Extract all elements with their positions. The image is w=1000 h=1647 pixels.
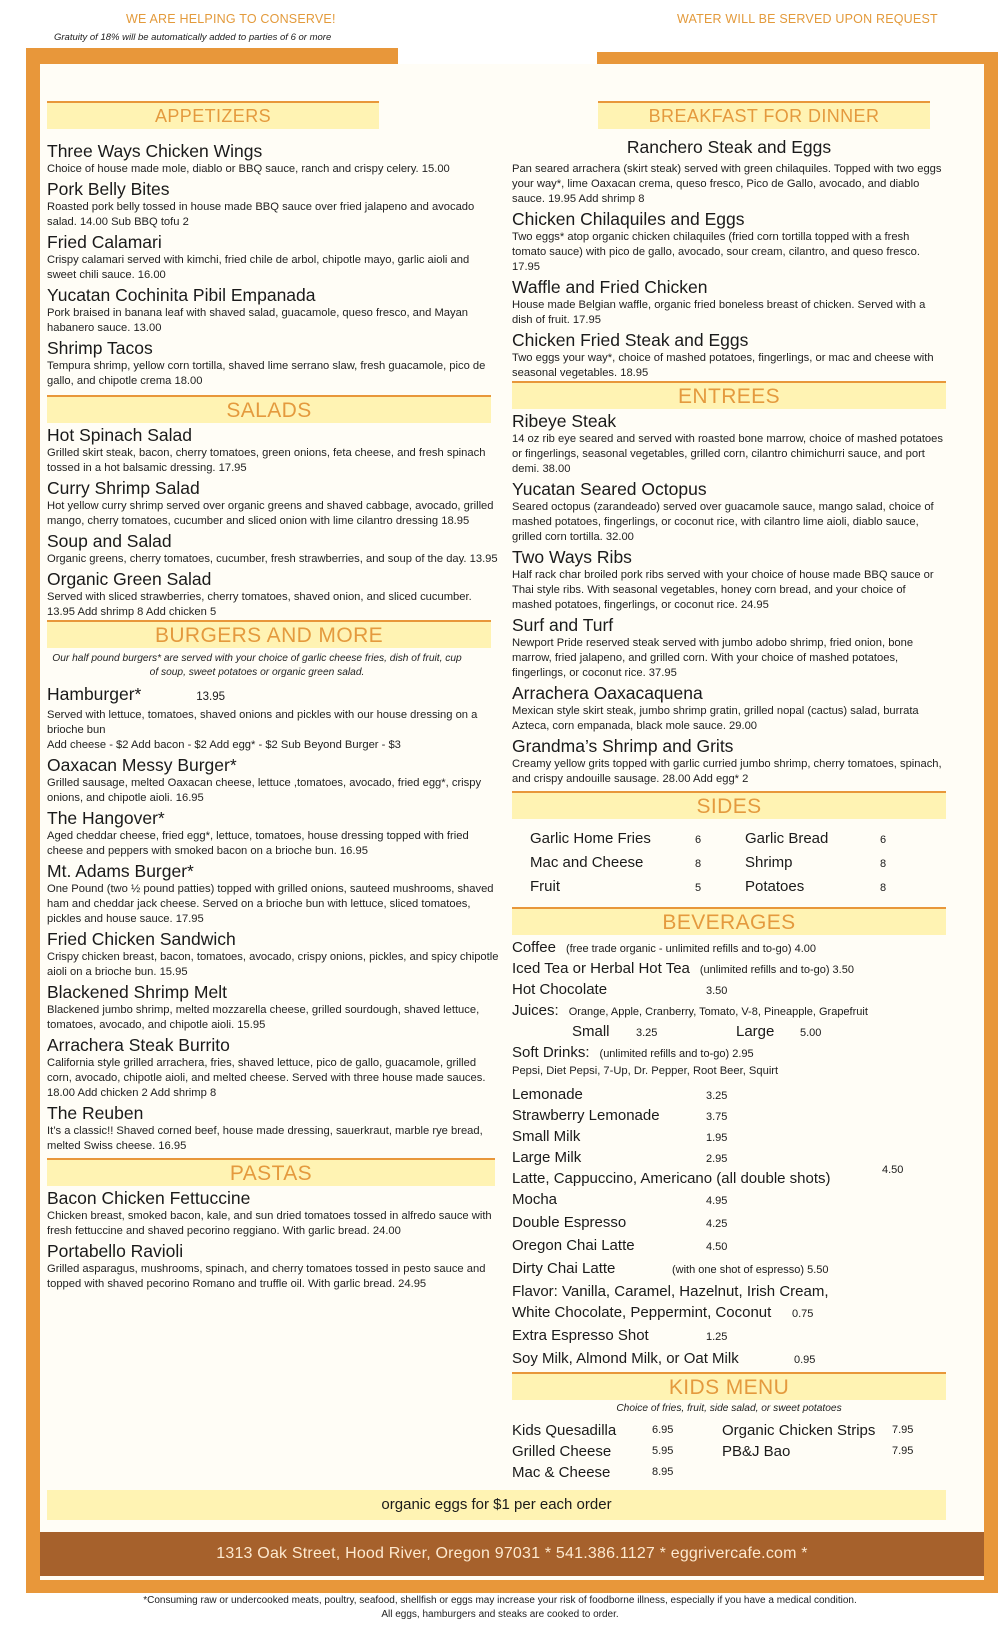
item-title: Yucatan Cochinita Pibil Empanada	[47, 285, 316, 305]
bev-price: 4.50	[706, 1241, 728, 1253]
item-desc: Grilled skirt steak, bacon, cherry tomatoes, green onions, feta cheese, and fresh spinach tossed in a hot balsamic dressing. 17.95	[47, 447, 486, 474]
item-desc: Seared octopus (zarandeado) served over guacamole sauce, mango salad, choice of mashed potatoes, fingerlings, or coconut rice, with cilantro lime aioli, diablo sauce, grilled corn tortilla. 32.00	[512, 501, 934, 543]
menu-item	[47, 929, 499, 980]
kids-item-name: Grilled Cheese	[512, 1443, 612, 1460]
flavor-line-1: Flavor: Vanilla, Caramel, Hazelnut, Irish Cream,	[512, 1283, 829, 1300]
kids-item-price: 7.95	[892, 1424, 914, 1436]
gratuity-note: Gratuity of 18% will be automatically added to parties of 6 or more	[54, 32, 332, 43]
item-title: Fried Chicken Sandwich	[47, 929, 236, 949]
item-desc: Creamy yellow grits topped with garlic curried jumbo shrimp, cherry tomatoes, spinach, and crispy andouille sausage. 28.00 Add egg* 2	[512, 758, 942, 785]
menu-item	[512, 547, 946, 613]
bev-name: Soy Milk, Almond Milk, or Oat Milk	[512, 1350, 739, 1367]
pastas-heading: PASTAS	[47, 1158, 495, 1186]
item-desc: Grilled sausage, melted Oaxacan cheese, lettuce ,tomatoes, avocado, fried egg*, crispy onions, and chipotle aioli. 16.95	[47, 777, 482, 804]
item-desc: Hot yellow curry shrimp served over organic greens and shaved cabbage, avocado, grilled mango, cherry tomatoes, cucumber and sliced onion with lime cilantro dressing 18.95	[47, 500, 494, 527]
bev-row	[512, 1303, 946, 1324]
bev-price: 1.95	[706, 1132, 728, 1144]
menu-item	[47, 982, 499, 1033]
bev-name: Soft Drinks:	[512, 1044, 590, 1061]
menu-item	[47, 1035, 499, 1101]
side-price: 8	[880, 882, 887, 894]
bev-name: Double Espresso	[512, 1214, 627, 1231]
bev-row	[512, 1127, 946, 1148]
item-title: Chicken Fried Steak and Eggs	[512, 330, 749, 350]
sides-heading: SIDES	[512, 791, 946, 819]
water-note: WATER WILL BE SERVED UPON REQUEST	[677, 12, 938, 26]
menu-item	[512, 411, 946, 477]
kids-item-name: Kids Quesadilla	[512, 1422, 617, 1439]
disclaimer-line-2: All eggs, hamburgers and steaks are cooked to order.	[381, 1609, 619, 1620]
bev-row	[512, 1043, 946, 1064]
bev-price: 3.25	[706, 1090, 728, 1102]
bev-row	[512, 1085, 946, 1106]
item-desc: Aged cheddar cheese, fried egg*, lettuce, tomatoes, house dressing topped with fried cheese and peppers with smoked bacon on a brioche bun. 16.95	[47, 830, 469, 857]
bev-row	[512, 1148, 946, 1169]
item-title: Chicken Chilaquiles and Eggs	[512, 209, 745, 229]
item-desc: California style grilled arrachera, fries, shaved lettuce, pico de gallo, guacamole, grilled corn, avocado, chipotle aioli, and melted cheese. Served with three house made sauces. 18.00 Add chicken 2 Add shrimp 8	[47, 1057, 486, 1099]
bev-name: Small Milk	[512, 1128, 581, 1145]
bev-name: Lemonade	[512, 1086, 583, 1103]
bev-price: 2.95	[706, 1153, 728, 1165]
menu-item	[512, 330, 946, 381]
item-title: The Reuben	[47, 1103, 144, 1123]
menu-item	[512, 683, 946, 734]
side-price: 5	[695, 882, 702, 894]
kids-item-price: 8.95	[652, 1466, 674, 1478]
bev-name: Strawberry Lemonade	[512, 1107, 660, 1124]
bev-note: (free trade organic - unlimited refills and to-go) 4.00	[565, 943, 817, 955]
bev-name: Juices:	[512, 1002, 559, 1019]
menu-item	[512, 615, 946, 681]
item-desc: Pork braised in banana leaf with shaved salad, guacamole, queso fresco, and Mayan habanero sauce. 13.00	[47, 307, 469, 334]
bev-price: 4.95	[706, 1195, 728, 1207]
item-desc: House made Belgian waffle, organic fried boneless breast of chicken. Served with a dish of fruit. 17.95	[512, 299, 926, 326]
item-title: Mt. Adams Burger*	[47, 861, 194, 881]
item-desc: Choice of house made mole, diablo or BBQ sauce, ranch and crispy celery. 15.00	[47, 163, 450, 175]
menu-item	[512, 736, 946, 787]
bev-price: 0.95	[794, 1354, 816, 1366]
hamburger-title: Hamburger*	[47, 684, 142, 704]
bev-price: 4.50	[882, 1164, 904, 1176]
item-title: Portabello Ravioli	[47, 1241, 184, 1261]
juice-small-price: 3.25	[636, 1027, 658, 1039]
kids-list	[512, 1416, 946, 1483]
bev-price: 0.75	[792, 1308, 814, 1320]
sides-list	[512, 819, 946, 907]
item-desc: Tempura shrimp, yellow corn tortilla, shaved lime serrano slaw, fresh guacamole, pico de gallo, and chipotle crema 18.00	[47, 360, 486, 387]
item-title: Soup and Salad	[47, 531, 172, 551]
salads-heading: SALADS	[47, 395, 491, 423]
menu-item	[512, 277, 946, 328]
item-desc: Crispy calamari served with kimchi, fried chile de arbol, chipotle mayo, garlic aioli and sweet chili sauce. 16.00	[47, 254, 470, 281]
menu-item	[47, 1103, 499, 1154]
bev-row	[512, 938, 946, 959]
item-title: Arrachera Steak Burrito	[47, 1035, 230, 1055]
disclaimer	[0, 1594, 1000, 1622]
hamburger-price: 13.95	[196, 691, 226, 703]
bev-name: Mocha	[512, 1191, 558, 1208]
bev-name: Iced Tea or Herbal Hot Tea	[512, 960, 690, 977]
kids-item-name: PB&J Bao	[722, 1443, 791, 1460]
kids-item-name: Mac & Cheese	[512, 1464, 611, 1481]
bev-note: Orange, Apple, Cranberry, Tomato, V-8, Pineapple, Grapefruit	[568, 1006, 868, 1018]
item-desc: One Pound (two ½ pound patties) topped with grilled onions, sauteed mushrooms, shaved ham and cheddar jack cheese. Served on a brioche bun with lettuce, sliced tomatoes, pickles and house sauce. 17.95	[47, 883, 494, 925]
side-price: 6	[695, 834, 702, 846]
bev-price: 3.75	[706, 1111, 728, 1123]
side-price: 8	[880, 858, 887, 870]
menu-item	[47, 861, 499, 927]
breakfast-heading: BREAKFAST FOR DINNER	[598, 101, 930, 129]
item-title: Surf and Turf	[512, 615, 614, 635]
side-name: Garlic Bread	[745, 830, 829, 847]
bev-name: Extra Espresso Shot	[512, 1327, 649, 1344]
item-title: Arrachera Oaxacaquena	[512, 683, 703, 703]
item-desc: Pan seared arrachera (skirt steak) served with green chilaquiles. Topped with two eggs your way*, lime Oaxacan crema, queso fresco, Pico de Gallo, avocado, and diablo sauce. 19.95 Add shrimp 8	[512, 163, 942, 205]
bev-name: Hot Chocolate	[512, 981, 608, 998]
juice-large-price: 5.00	[800, 1027, 822, 1039]
kids-item-price: 5.95	[652, 1445, 674, 1457]
item-title: Bacon Chicken Fettuccine	[47, 1188, 251, 1208]
hamburger-addons: Add cheese - $2 Add bacon - $2 Add egg* - $2 Sub Beyond Burger - $3	[47, 739, 401, 751]
frame-tab-left	[26, 48, 398, 64]
kids-heading: KIDS MENU	[512, 1372, 946, 1400]
bev-row	[512, 1349, 946, 1370]
bev-name: Dirty Chai Latte	[512, 1260, 616, 1277]
bev-note: (with one shot of espresso) 5.50	[672, 1264, 829, 1276]
beverages-heading: BEVERAGES	[512, 907, 946, 935]
item-desc: Crispy chicken breast, bacon, tomatoes, avocado, crispy onions, pickles, and spicy chipotle aioli on a brioche bun. 15.95	[47, 951, 499, 978]
bev-row	[512, 1022, 946, 1043]
menu-item	[47, 1188, 499, 1239]
beverages-list	[512, 935, 946, 1370]
menu-item	[47, 338, 499, 389]
item-title: Grandma’s Shrimp and Grits	[512, 736, 734, 756]
kids-item-name: Organic Chicken Strips	[722, 1422, 876, 1439]
item-desc: Roasted pork belly tossed in house made BBQ sauce over fried jalapeno and avocado salad. 14.00 Sub BBQ tofu 2	[47, 201, 475, 228]
bev-note: (unlimited refills and to-go) 3.50	[699, 964, 854, 976]
bev-row	[512, 1106, 946, 1127]
bev-name: Coffee	[512, 939, 556, 956]
item-title: Organic Green Salad	[47, 569, 212, 589]
item-desc: 14 oz rib eye seared and served with roasted bone marrow, choice of mashed potatoes or fingerlings, seasonal vegetables, grilled corn, cilantro chimichurri sauce, and port demi. 38.00	[512, 433, 943, 475]
juice-small-label: Small	[572, 1023, 610, 1040]
bev-row	[512, 1190, 946, 1211]
right-column	[512, 101, 946, 1483]
menu-item	[47, 808, 499, 859]
menu-item	[47, 755, 499, 806]
kids-item-price: 6.95	[652, 1424, 674, 1436]
bev-price: 3.50	[706, 985, 728, 997]
item-title: Blackened Shrimp Melt	[47, 982, 227, 1002]
item-desc: Organic greens, cherry tomatoes, cucumber, fresh strawberries, and soup of the day. 13.95	[47, 553, 498, 565]
item-title: Fried Calamari	[47, 232, 162, 252]
item-desc: It’s a classic!! Shaved corned beef, house made dressing, sauerkraut, marble rye bread, melted Swiss cheese. 16.95	[47, 1125, 483, 1152]
entrees-heading: ENTREES	[512, 381, 946, 409]
bev-row	[512, 1282, 946, 1301]
menu-item	[47, 285, 499, 336]
menu-item	[47, 232, 499, 283]
appetizers-heading: APPETIZERS	[47, 101, 379, 129]
item-desc: Served with sliced strawberries, cherry tomatoes, shaved onion, and sliced cucumber. 13.95 Add shrimp 8 Add chicken 5	[47, 591, 472, 618]
side-name: Potatoes	[745, 878, 805, 895]
menu-item	[512, 479, 946, 545]
item-desc: Grilled asparagus, mushrooms, spinach, and cherry tomatoes tossed in pesto sauce and topped with shaved pecorino Romano and truffle oil. With garlic bread. 24.95	[47, 1263, 486, 1290]
conserve-note: WE ARE HELPING TO CONSERVE!	[126, 12, 336, 26]
menu-item	[47, 531, 499, 567]
side-name: Fruit	[530, 878, 560, 895]
item-title: Two Ways Ribs	[512, 547, 632, 567]
item-desc: Newport Pride reserved steak served with jumbo adobo shrimp, fried onion, bone marrow, fried jalapeno, and grilled corn. With your choice of mashed potatoes, fingerlings, or coconut rice. 37.95	[512, 637, 914, 679]
item-title: Hot Spinach Salad	[47, 425, 192, 445]
menu-item	[512, 209, 946, 275]
menu-item	[47, 141, 499, 177]
bev-row	[512, 1326, 946, 1347]
item-desc: Two eggs your way*, choice of mashed potatoes, fingerlings, or mac and cheese with seasonal vegetables. 18.95	[512, 352, 934, 379]
bev-name: Large Milk	[512, 1149, 582, 1166]
item-desc: Blackened jumbo shrimp, melted mozzarella cheese, grilled sourdough, shaved lettuce, tomatoes, avocado, and chipotle aioli. 15.95	[47, 1004, 480, 1031]
burgers-heading: BURGERS AND MORE	[47, 620, 491, 648]
juice-large-label: Large	[736, 1023, 775, 1040]
menu-item	[47, 1241, 499, 1292]
item-title: The Hangover*	[47, 808, 165, 828]
item-title: Oaxacan Messy Burger*	[47, 755, 237, 775]
bev-price: 4.25	[706, 1218, 728, 1230]
bev-row	[512, 1213, 946, 1234]
disclaimer-line-1: *Consuming raw or undercooked meats, poultry, seafood, shellfish or eggs may increase your risk of foodborne illness, especially if you have a medical condition.	[143, 1595, 857, 1606]
item-title: Three Ways Chicken Wings	[47, 141, 263, 161]
bev-row	[512, 980, 946, 1001]
item-title: Ribeye Steak	[512, 411, 617, 431]
organic-eggs-note: organic eggs for $1 per each order	[47, 1490, 946, 1520]
item-desc: Chicken breast, smoked bacon, kale, and sun dried tomatoes tossed in alfredo sauce with fresh fettuccine and shaved pecorino reggiano. With garlic bread. 24.00	[47, 1210, 492, 1237]
item-title: Curry Shrimp Salad	[47, 478, 200, 498]
soft-drinks-list: Pepsi, Diet Pepsi, 7-Up, Dr. Pepper, Root Beer, Squirt	[512, 1065, 779, 1077]
menu-item	[47, 684, 499, 753]
bev-row	[512, 959, 946, 980]
bev-row	[512, 1259, 946, 1280]
bev-note: (unlimited refills and to-go) 2.95	[599, 1048, 754, 1060]
item-desc: Mexican style skirt steak, jumbo shrimp gratin, grilled nopal (cactus) salad, burrata Azteca, corn empanada, black mole sauce. 29.00	[512, 705, 919, 732]
side-name: Shrimp	[745, 854, 793, 871]
side-name: Garlic Home Fries	[530, 830, 651, 847]
side-name: Mac and Cheese	[530, 854, 644, 871]
bev-name: Latte, Cappuccino, Americano (all double shots)	[512, 1170, 831, 1187]
item-desc: Two eggs* atop organic chicken chilaquiles (fried corn tortilla topped with a fresh tomato sauce) with pico de gallo, avocado, sour cream, cilantro, and queso fresco. 17.95	[512, 231, 920, 273]
bev-price: 1.25	[706, 1331, 728, 1343]
bev-row	[512, 1236, 946, 1257]
address-footer: 1313 Oak Street, Hood River, Oregon 97031 * 541.386.1127 * eggrivercafe.com *	[40, 1532, 984, 1576]
menu-item	[47, 569, 499, 620]
bev-name: Oregon Chai Latte	[512, 1237, 635, 1254]
item-title	[47, 684, 499, 708]
bev-row	[512, 1164, 946, 1190]
flavor-line-2: White Chocolate, Peppermint, Coconut	[512, 1304, 772, 1321]
item-desc: Served with lettuce, tomatoes, shaved onions and pickles with our house dressing on a brioche bun	[47, 709, 478, 736]
item-title: Yucatan Seared Octopus	[512, 479, 707, 499]
item-title: Ranchero Steak and Eggs	[626, 137, 832, 157]
bev-row	[512, 1001, 946, 1022]
item-title: Waffle and Fried Chicken	[512, 277, 708, 297]
item-desc: Half rack char broiled pork ribs served with your choice of house made BBQ sauce or Thai style ribs. With seasonal vegetables, honey corn bread, and your choice of mashed potatoes, fingerlings, or coconut rice. 24.95	[512, 569, 934, 611]
kids-note: Choice of fries, fruit, side salad, or sweet potatoes	[616, 1403, 842, 1414]
kids-item-price: 7.95	[892, 1445, 914, 1457]
item-title: Pork Belly Bites	[47, 179, 170, 199]
menu-item	[47, 179, 499, 230]
menu-item	[47, 425, 499, 476]
menu-item	[47, 478, 499, 529]
item-title: Shrimp Tacos	[47, 338, 153, 358]
side-price: 6	[880, 834, 887, 846]
side-price: 8	[695, 858, 702, 870]
left-column	[47, 101, 499, 1292]
burgers-note: Our half pound burgers* are served with your choice of garlic cheese fries, dish of fruit, cup of soup, sweet potatoes or organic green salad.	[52, 653, 462, 678]
menu-item	[512, 137, 946, 207]
